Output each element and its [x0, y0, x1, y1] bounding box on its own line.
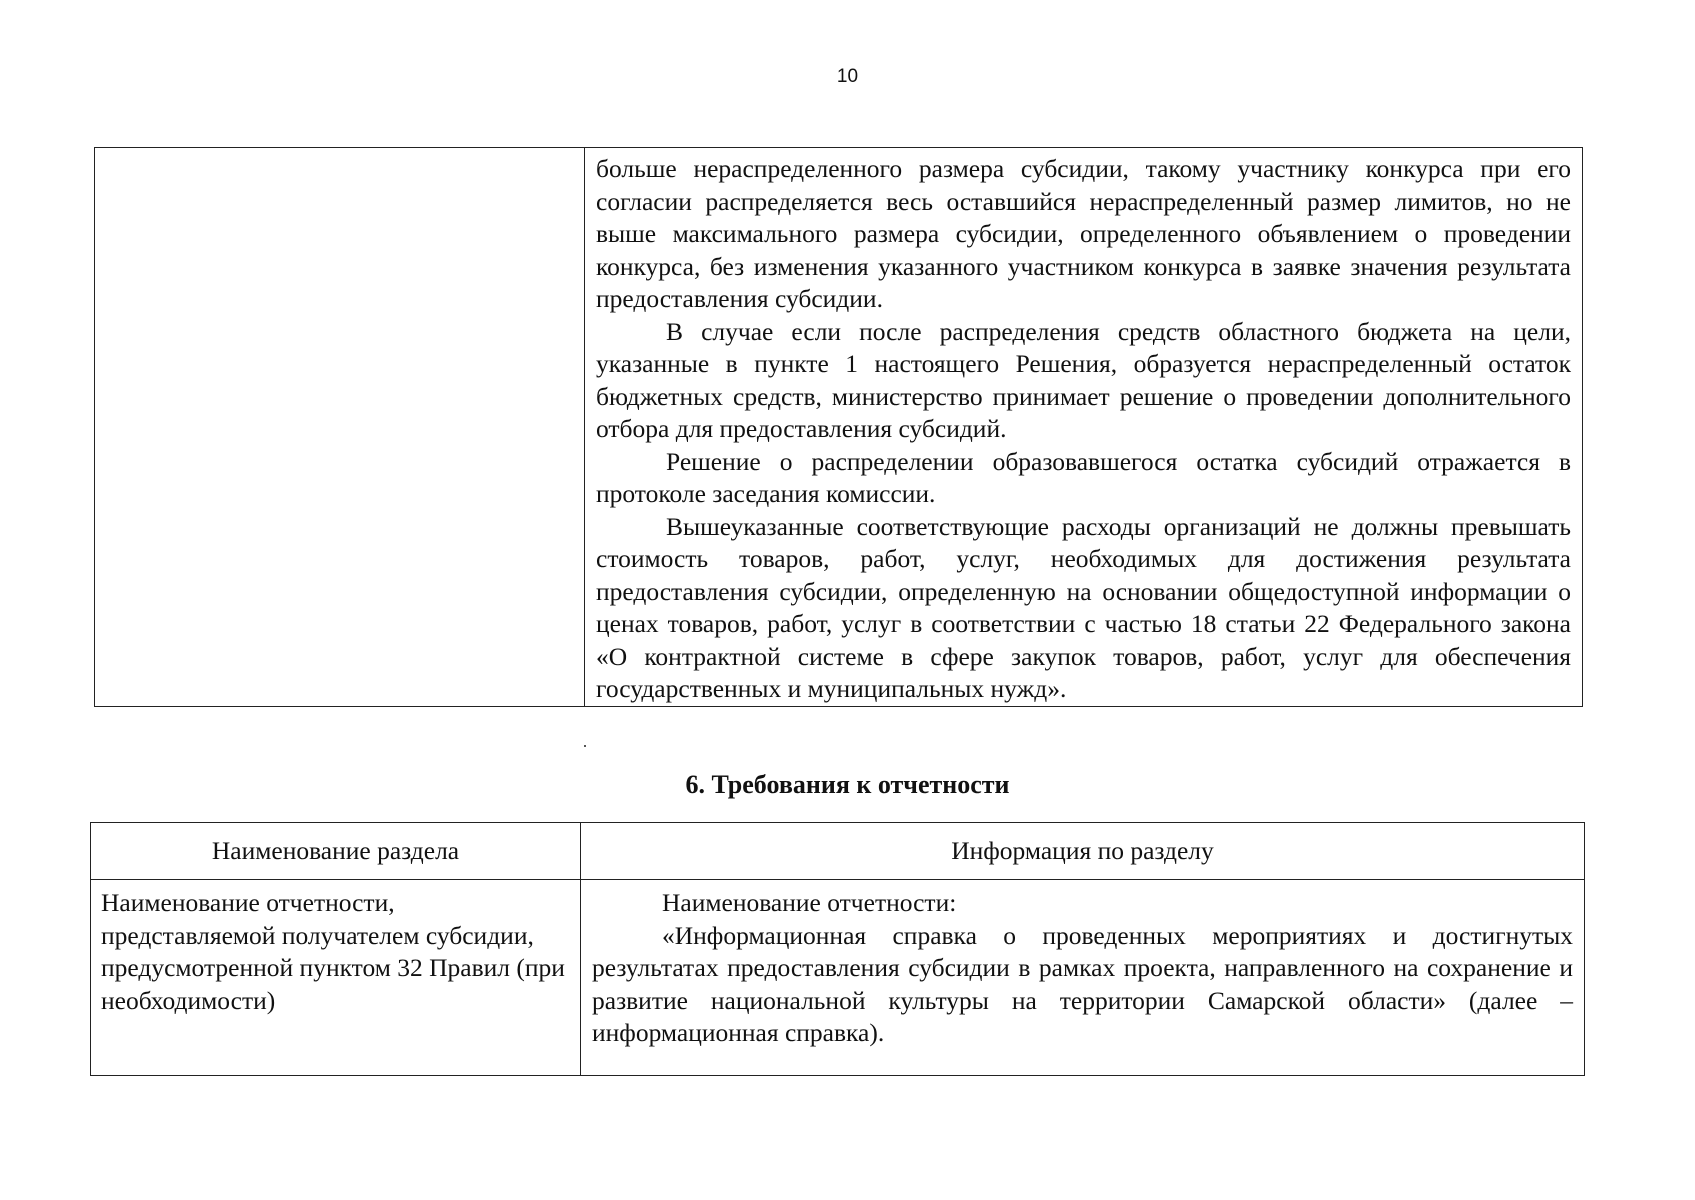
row-info-line-2: «Информационная справка о проведенных мероприятиях и достигнутых результатах предоставления субсидии в рамках проекта, направленного на сохранение и развитие национальной культуры на территории Самарской области» (далее – информационная справка). [592, 920, 1573, 1047]
row-section-info [581, 880, 1585, 1076]
row-info-line-1: Наименование отчетности: [662, 888, 957, 917]
continuation-table [94, 147, 1583, 707]
table-header-row [91, 823, 1585, 880]
paragraph-4: Вышеуказанные соответствующие расходы организаций не должны превышать стоимость товаров, работ, услуг, необходимых для достижения результата предоставления субсидии, определенную на основании общедоступной информации о ценах товаров, работ, услуг в соответствии с частью 18 статьи 22 Федерального закона «О контрактной системе в сфере закупок товаров, работ, услуг для обеспечения государственных и муниципальных нужд». [596, 511, 1571, 703]
header-section-name: Наименование раздела [91, 823, 581, 880]
section-title: 6. Требования к отчетности [685, 770, 1010, 799]
continuation-right-cell [585, 148, 1583, 707]
table-row [91, 880, 1585, 1076]
reporting-table [90, 822, 1585, 1076]
page-number: 10 [836, 66, 859, 87]
row-section-name: Наименование отчетности, представляемой получателем субсидии, предусмотренной пунктом 32 Правил (при необходимости) [91, 880, 581, 1076]
paragraph-3: Решение о распределении образовавшегося остатка субсидий отражается в протоколе заседания комиссии. [596, 446, 1571, 508]
scan-speck [584, 745, 586, 747]
continuation-left-cell [95, 148, 585, 707]
header-section-info: Информация по разделу [581, 823, 1585, 880]
paragraph-2: В случае если после распределения средств областного бюджета на цели, указанные в пункте 1 настоящего Решения, образуется нераспределенный остаток бюджетных средств, министерство принимает решение о проведении дополнительного отбора для предоставления субсидий. [596, 316, 1571, 443]
paragraph-1: больше нераспределенного размера субсидии, такому участнику конкурса при его согласии распределяется весь оставшийся нераспределенный размер лимитов, но не выше максимального размера субсидии, определенного объявлением о проведении конкурса, без изменения указанного участником конкурса в заявке значения результата предоставления субсидии. [596, 154, 1571, 313]
